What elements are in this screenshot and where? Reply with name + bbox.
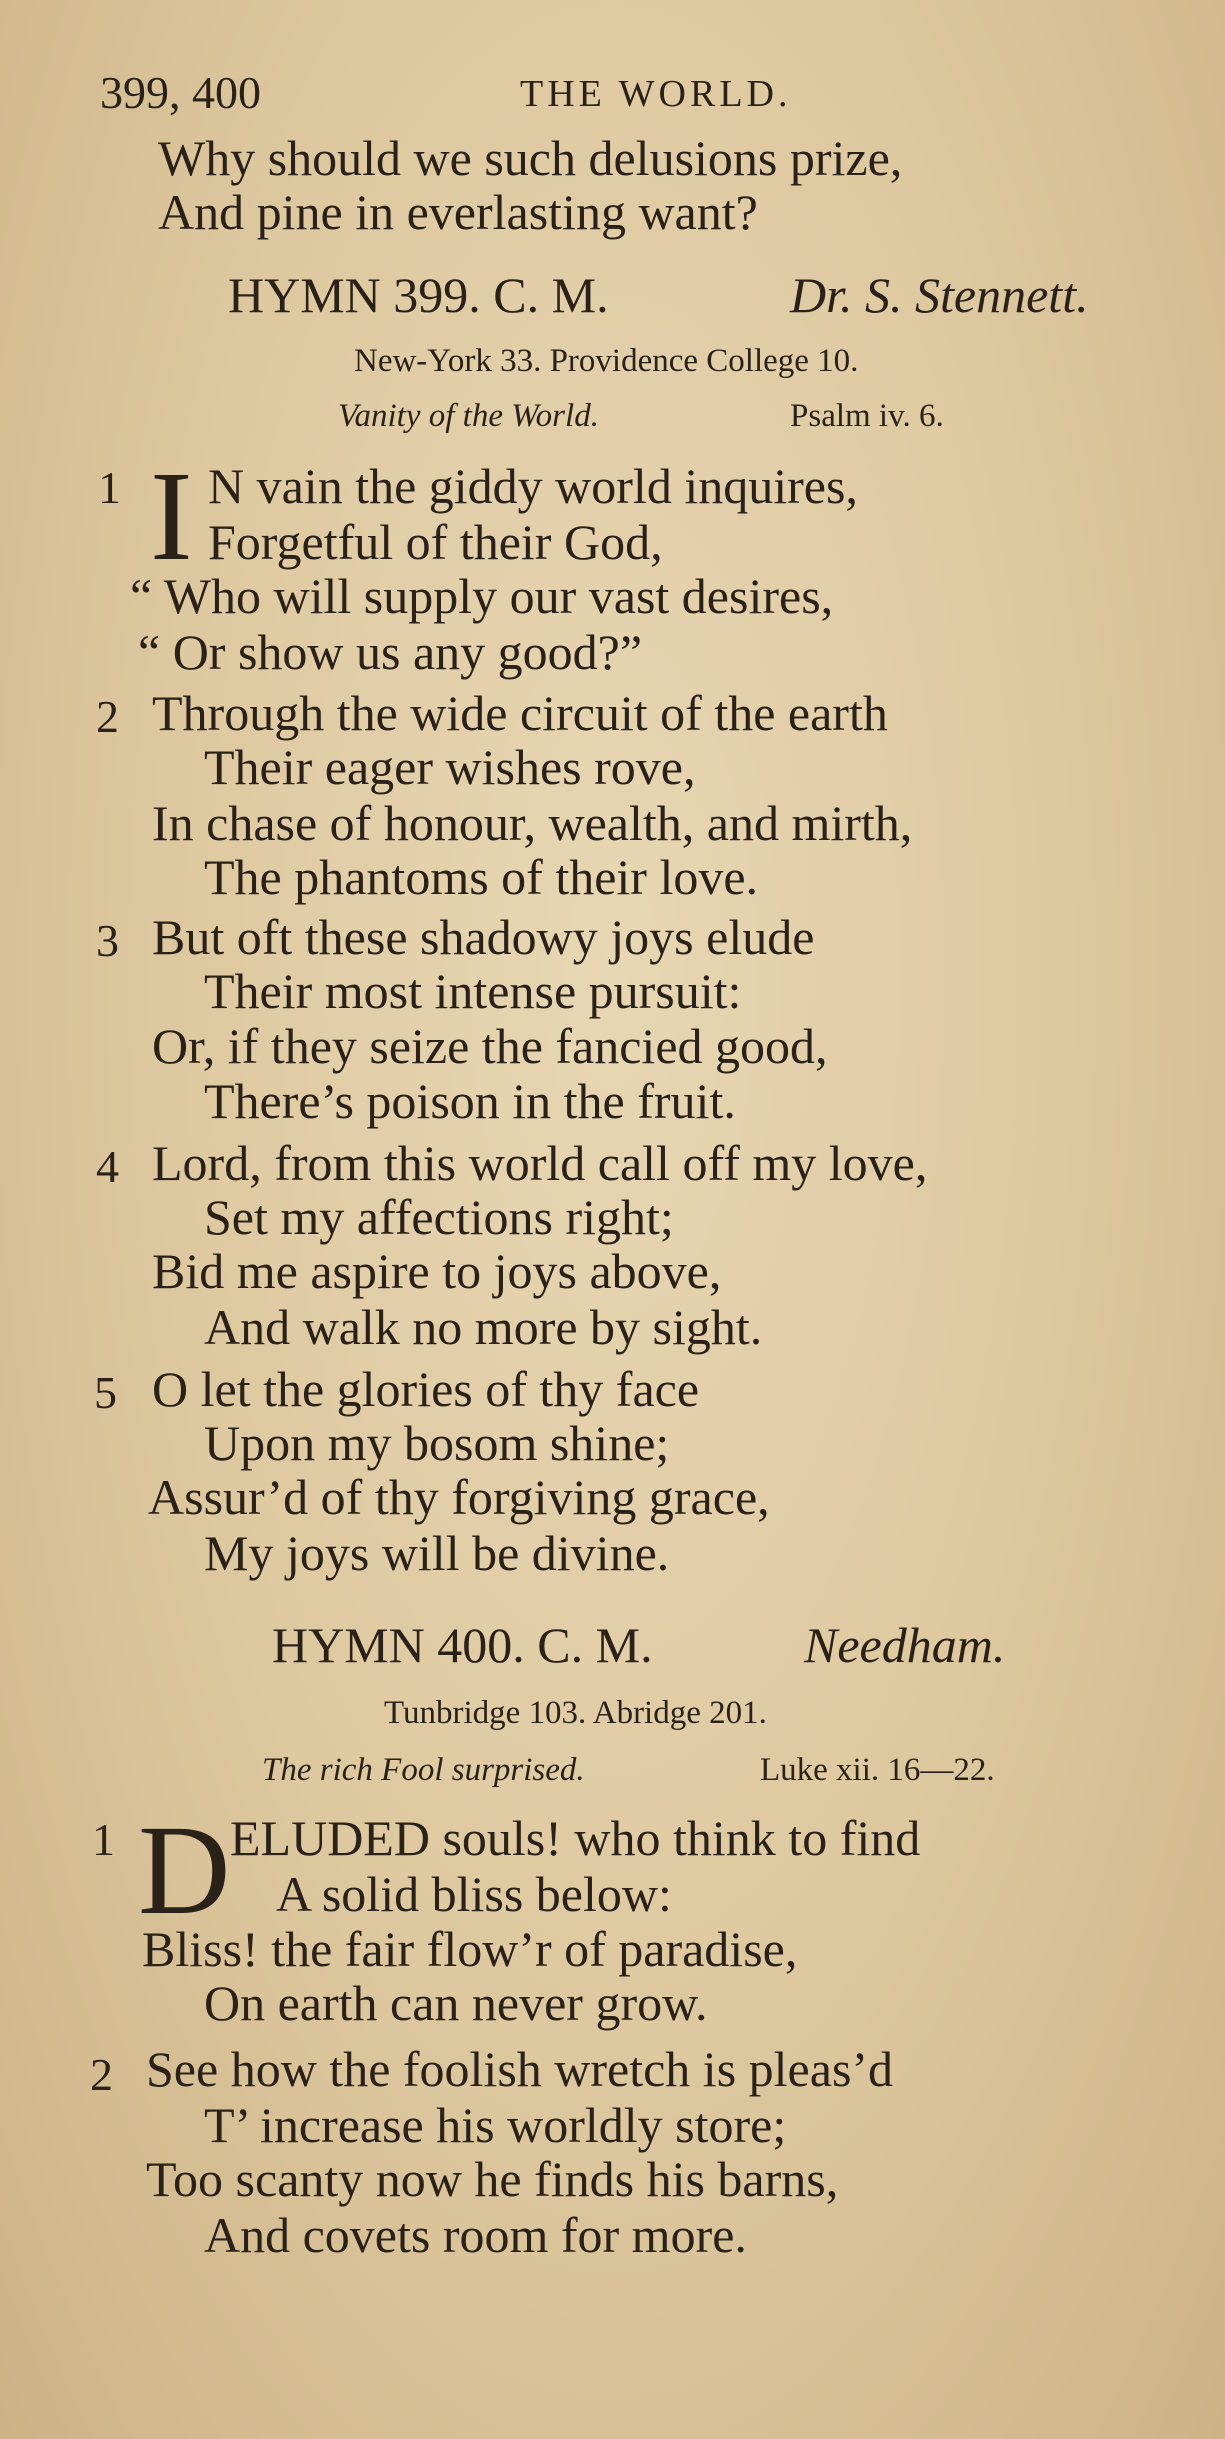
hymn-line: And covets room for more. — [204, 2207, 747, 2263]
verse-number: 1 — [92, 1814, 115, 1865]
hymn-number: HYMN 399. C. M. — [228, 267, 609, 323]
running-title: THE WORLD. — [520, 73, 792, 115]
continuation-line: And pine in everlasting want? — [158, 184, 758, 240]
hymn-author: Dr. S. Stennett. — [790, 267, 1089, 323]
hymn-line: “ Who will supply our vast desires, — [130, 568, 834, 624]
hymn-line: T’ increase his worldly store; — [204, 2097, 787, 2153]
hymn-line: The phantoms of their love. — [204, 849, 759, 905]
hymn-line: Too scanty now he finds his barns, — [146, 2151, 839, 2207]
verse-number: 2 — [90, 2049, 113, 2100]
continuation-line: Why should we such delusions prize, — [158, 130, 903, 186]
hymn-line: In chase of honour, wealth, and mirth, — [152, 795, 913, 851]
hymn-line: Forgetful of their God, — [208, 514, 663, 570]
hymn-line: ELUDED souls! who think to find — [230, 1810, 921, 1866]
hymn-line: Bliss! the fair flow’r of paradise, — [142, 1921, 798, 1977]
scripture-reference: Psalm iv. 6. — [790, 398, 944, 434]
verse-number: 5 — [94, 1367, 117, 1418]
verse-number: 3 — [96, 915, 119, 966]
hymn-subject: The rich Fool surprised. — [262, 1752, 585, 1788]
hymn-line: Assur’d of thy forgiving grace, — [148, 1469, 770, 1525]
hymn-author: Needham. — [804, 1617, 1006, 1673]
verse-number: 4 — [96, 1141, 119, 1192]
drop-cap: D — [138, 1799, 231, 1941]
scripture-reference: Luke xii. 16—22. — [760, 1752, 995, 1788]
hymn-line: Through the wide circuit of the earth — [152, 685, 888, 741]
hymn-line: O let the glories of thy face — [152, 1361, 700, 1417]
hymn-number: HYMN 400. C. M. — [272, 1617, 653, 1673]
hymn-line: And walk no more by sight. — [204, 1299, 763, 1355]
hymn-line: But oft these shadowy joys elude — [152, 909, 815, 965]
verse-number: 1 — [98, 462, 121, 513]
hymn-line: There’s poison in the fruit. — [204, 1073, 736, 1129]
verse-number: 2 — [96, 691, 119, 742]
hymn-line: Bid me aspire to joys above, — [152, 1243, 722, 1299]
hymn-subject: Vanity of the World. — [338, 398, 599, 434]
drop-cap: I — [150, 445, 193, 587]
hymn-line: “ Or show us any good?” — [138, 624, 643, 680]
hymn-line: On earth can never grow. — [204, 1975, 708, 2031]
hymn-line: N vain the giddy world inquires, — [208, 458, 858, 514]
tune-references: New-York 33. Providence College 10. — [354, 343, 859, 379]
hymn-line: Or, if they seize the fancied good, — [152, 1018, 828, 1074]
hymn-line: Upon my bosom shine; — [204, 1415, 670, 1471]
hymn-line: Set my affections right; — [204, 1189, 674, 1245]
tune-references: Tunbridge 103. Abridge 201. — [384, 1695, 767, 1731]
hymn-line: See how the foolish wretch is pleas’d — [146, 2041, 894, 2097]
hymn-line: Lord, from this world call off my love, — [152, 1135, 928, 1191]
hymn-line: My joys will be divine. — [204, 1525, 670, 1581]
hymn-line: A solid bliss below: — [276, 1866, 672, 1922]
page-numbers: 399, 400 — [100, 67, 261, 118]
hymn-line: Their eager wishes rove, — [204, 739, 696, 795]
hymn-line: Their most intense pursuit: — [204, 963, 742, 1019]
